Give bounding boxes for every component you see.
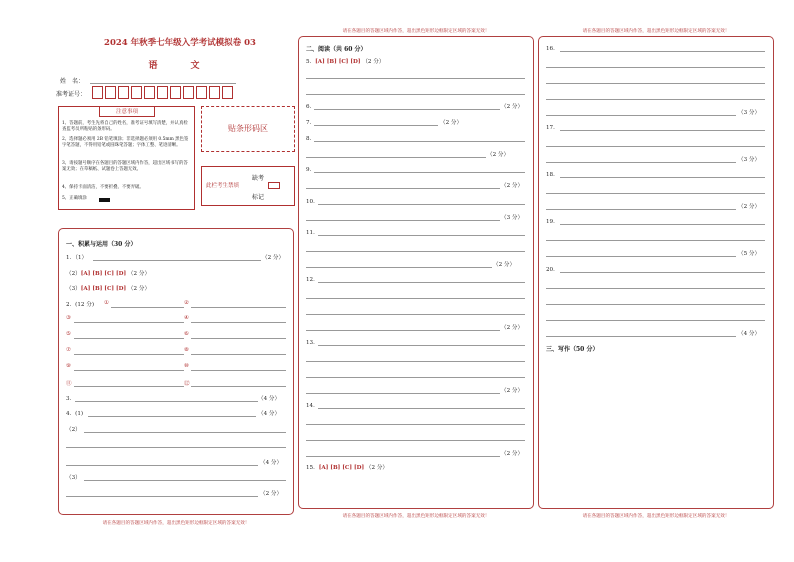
absent-mark-label: 标记: [252, 194, 265, 201]
question-label: 20．: [546, 267, 559, 273]
writing-area[interactable]: [546, 356, 765, 502]
circled-number: ④: [184, 315, 190, 321]
answer-line[interactable]: [84, 480, 286, 481]
warning-text: 请在各题目的答题区域内作答，超出黑色矩形边框限定区域的答案无效！: [582, 29, 730, 34]
answer-line[interactable]: [546, 209, 736, 210]
score-label: （4 分）: [258, 411, 281, 417]
score-label: （2 分）: [440, 120, 463, 126]
answer-line[interactable]: [306, 188, 500, 189]
question-label: 10．: [306, 199, 319, 205]
answer-line[interactable]: [318, 345, 525, 346]
notice-box: [58, 106, 195, 210]
answer-line[interactable]: [306, 330, 500, 331]
answer-line[interactable]: [306, 251, 525, 252]
notice-item: 5、正确填涂: [62, 196, 87, 201]
answer-line[interactable]: [306, 440, 525, 441]
answer-line[interactable]: [306, 314, 525, 315]
answer-line[interactable]: [546, 240, 765, 241]
answer-line[interactable]: [306, 361, 525, 362]
exam-title: 2024 年秋季七年级入学考试模拟卷 03: [104, 38, 256, 48]
question-label: 16．: [546, 46, 559, 52]
answer-line[interactable]: [560, 51, 765, 52]
answer-line[interactable]: [74, 338, 184, 339]
answer-line[interactable]: [66, 496, 258, 497]
answer-line[interactable]: [306, 393, 500, 394]
circled-number: ⑤: [66, 331, 72, 337]
section2-panel: [298, 36, 534, 509]
score-label: （2 分）: [487, 152, 510, 158]
circled-number: ⑩: [184, 363, 190, 369]
warning-text: 请在各题目的答题区域内作答，超出黑色矩形边框限定区域的答案无效！: [342, 514, 490, 519]
choice-options[interactable]: [A] [B] [C] [D]: [318, 465, 365, 471]
answer-line[interactable]: [306, 157, 486, 158]
answer-line[interactable]: [546, 115, 736, 116]
notice-item: 1、答题前，考生先将自己的姓名，准考证号填写清楚，并认真检查监考员所粘贴的条形码。: [62, 121, 188, 132]
answer-line[interactable]: [191, 338, 286, 339]
warning-text: 请在各题目的答题区域内作答，超出黑色矩形边框限定区域的答案无效！: [102, 521, 250, 526]
answer-line[interactable]: [306, 456, 500, 457]
answer-line[interactable]: [546, 304, 765, 305]
answer-line[interactable]: [93, 260, 261, 261]
circled-number: ③: [66, 315, 72, 321]
notice-title: 注意事项: [99, 107, 155, 117]
circled-number: ⑧: [184, 347, 190, 353]
filled-mark-sample: [99, 198, 110, 202]
name-label: 姓 名：: [60, 78, 85, 85]
answer-line[interactable]: [546, 67, 765, 68]
question-label: （3）: [66, 475, 81, 481]
score-label: （4 分）: [260, 460, 283, 466]
section2-title: 二、阅读（共 60 分）: [306, 46, 367, 53]
warning-text: 请在各题目的答题区域内作答，超出黑色矩形边框限定区域的答案无效！: [342, 29, 490, 34]
choice-options[interactable]: [A] [B] [C] [D]: [315, 59, 361, 65]
section3-writing-title: 三、写作（50 分）: [546, 346, 599, 353]
question-label: 15．[A] [B] [C] [D] （2 分）: [306, 465, 389, 471]
score-label: （2 分）: [501, 325, 524, 331]
question-label: 6．: [306, 104, 316, 110]
answer-line[interactable]: [66, 447, 286, 448]
answer-line[interactable]: [314, 109, 500, 110]
absent-mark-label: 缺考: [252, 175, 265, 182]
section1-title: 一、积累与运用（30 分）: [66, 241, 137, 248]
answer-line[interactable]: [191, 322, 286, 323]
answer-line[interactable]: [74, 386, 184, 387]
question-label: 19．: [546, 219, 559, 225]
name-field[interactable]: [90, 83, 236, 84]
answer-line[interactable]: [546, 336, 736, 337]
score-label: （2 分）: [501, 183, 524, 189]
score-label: （3 分）: [501, 215, 524, 221]
circled-number: ⑨: [66, 363, 72, 369]
question-label: 5．[A] [B] [C] [D] （2 分）: [306, 59, 385, 65]
score-label: （2 分）: [493, 262, 516, 268]
answer-line[interactable]: [74, 322, 184, 323]
answer-line[interactable]: [191, 386, 286, 387]
warning-text: 请在各题目的答题区域内作答，超出黑色矩形边框限定区域的答案无效！: [582, 514, 730, 519]
answer-line[interactable]: [191, 307, 286, 308]
answer-line[interactable]: [88, 416, 256, 417]
answer-line[interactable]: [306, 377, 525, 378]
notice-item: 4、保持卡面清洁，不要折叠、不要弄破。: [62, 185, 144, 190]
question-label: （3）[A] [B] [C] [D] （2 分）: [66, 286, 151, 292]
answer-line[interactable]: [306, 267, 492, 268]
question-label: 8．: [306, 136, 316, 142]
score-label: （4 分）: [258, 396, 281, 402]
answer-line[interactable]: [318, 282, 525, 283]
answer-line[interactable]: [191, 370, 286, 371]
answer-line[interactable]: [318, 204, 525, 205]
barcode-area: 贴条形码区: [201, 106, 295, 152]
answer-line[interactable]: [546, 320, 765, 321]
choice-options[interactable]: [A] [B] [C] [D]: [80, 271, 127, 277]
choice-options[interactable]: [A] [B] [C] [D]: [80, 286, 127, 292]
score-label: （2 分）: [501, 104, 524, 110]
answer-line[interactable]: [546, 146, 765, 147]
score-label: （2 分）: [262, 255, 285, 261]
answer-line[interactable]: [318, 408, 525, 409]
score-label: （2 分）: [260, 491, 283, 497]
question-label: 4．(1): [66, 411, 84, 417]
answer-line[interactable]: [75, 401, 258, 402]
answer-line[interactable]: [306, 78, 525, 79]
answer-line[interactable]: [546, 99, 765, 100]
question-label: 3．: [66, 396, 76, 402]
score-label: （2 分）: [738, 204, 761, 210]
circled-number: ⑫: [184, 381, 190, 387]
answer-line[interactable]: [74, 354, 184, 355]
notice-item: 3、请按题号顺序在各题目的答题区域内作答，超出区域书写的答案无效；在草稿纸、试题卷上答题无效。: [62, 161, 188, 172]
score-label: （2 分）: [501, 388, 524, 394]
answer-line[interactable]: [84, 432, 286, 433]
question-label: 18．: [546, 172, 559, 178]
answer-line[interactable]: [314, 172, 525, 173]
answer-line[interactable]: [560, 224, 765, 225]
question-label: 7．: [306, 120, 316, 126]
score-label: （3 分）: [738, 157, 761, 163]
question-label: 9．: [306, 167, 316, 173]
circled-number: ⑥: [184, 331, 190, 337]
answer-line[interactable]: [66, 465, 258, 466]
answer-line[interactable]: [306, 298, 525, 299]
answer-line[interactable]: [560, 130, 765, 131]
question-label: （2）: [66, 427, 81, 433]
score-label: （3 分）: [738, 110, 761, 116]
answer-line[interactable]: [191, 354, 286, 355]
question-label: （2）[A] [B] [C] [D] （2 分）: [66, 271, 151, 277]
answer-line[interactable]: [306, 424, 525, 425]
question-label: 12．: [306, 277, 319, 283]
score-label: （4 分）: [738, 331, 761, 337]
score-label: （5 分）: [738, 251, 761, 257]
answer-line[interactable]: [546, 162, 736, 163]
question-label: 14．: [306, 403, 319, 409]
notice-item: 2、选择题必须用 2B 铅笔填涂；非选择题必须用 0.5mm 黑色签字笔答题，不得用铅笔或圆珠笔答题；字体工整、笔迹清晰。: [62, 137, 189, 148]
answer-line[interactable]: [546, 83, 765, 84]
circled-number: ⑦: [66, 347, 72, 353]
answer-line[interactable]: [546, 193, 765, 194]
question-label: 1．（1）: [66, 255, 88, 261]
answer-line[interactable]: [560, 272, 765, 273]
answer-line[interactable]: [546, 288, 765, 289]
answer-line[interactable]: [546, 256, 736, 257]
absent-box: [201, 166, 295, 206]
id-label: 准考证号：: [56, 91, 87, 98]
absent-checkbox[interactable]: [268, 182, 280, 189]
circled-number: ⑪: [66, 381, 72, 387]
question-label: 11．: [306, 230, 319, 236]
subject-title: 语 文: [148, 61, 212, 71]
question-label: 17．: [546, 125, 559, 131]
answer-line[interactable]: [74, 370, 184, 371]
answer-line[interactable]: [314, 141, 525, 142]
answer-line[interactable]: [111, 307, 184, 308]
absent-label: 此栏考生禁填: [206, 183, 240, 189]
answer-line[interactable]: [306, 94, 525, 95]
answer-line[interactable]: [306, 220, 500, 221]
question-label: 2．(12 分): [66, 302, 95, 308]
circled-number: ①: [104, 300, 110, 306]
answer-line[interactable]: [314, 125, 438, 126]
question-label: 13．: [306, 340, 319, 346]
score-label: （2 分）: [501, 451, 524, 457]
circled-number: ②: [184, 300, 190, 306]
answer-line[interactable]: [560, 177, 765, 178]
answer-line[interactable]: [318, 235, 525, 236]
